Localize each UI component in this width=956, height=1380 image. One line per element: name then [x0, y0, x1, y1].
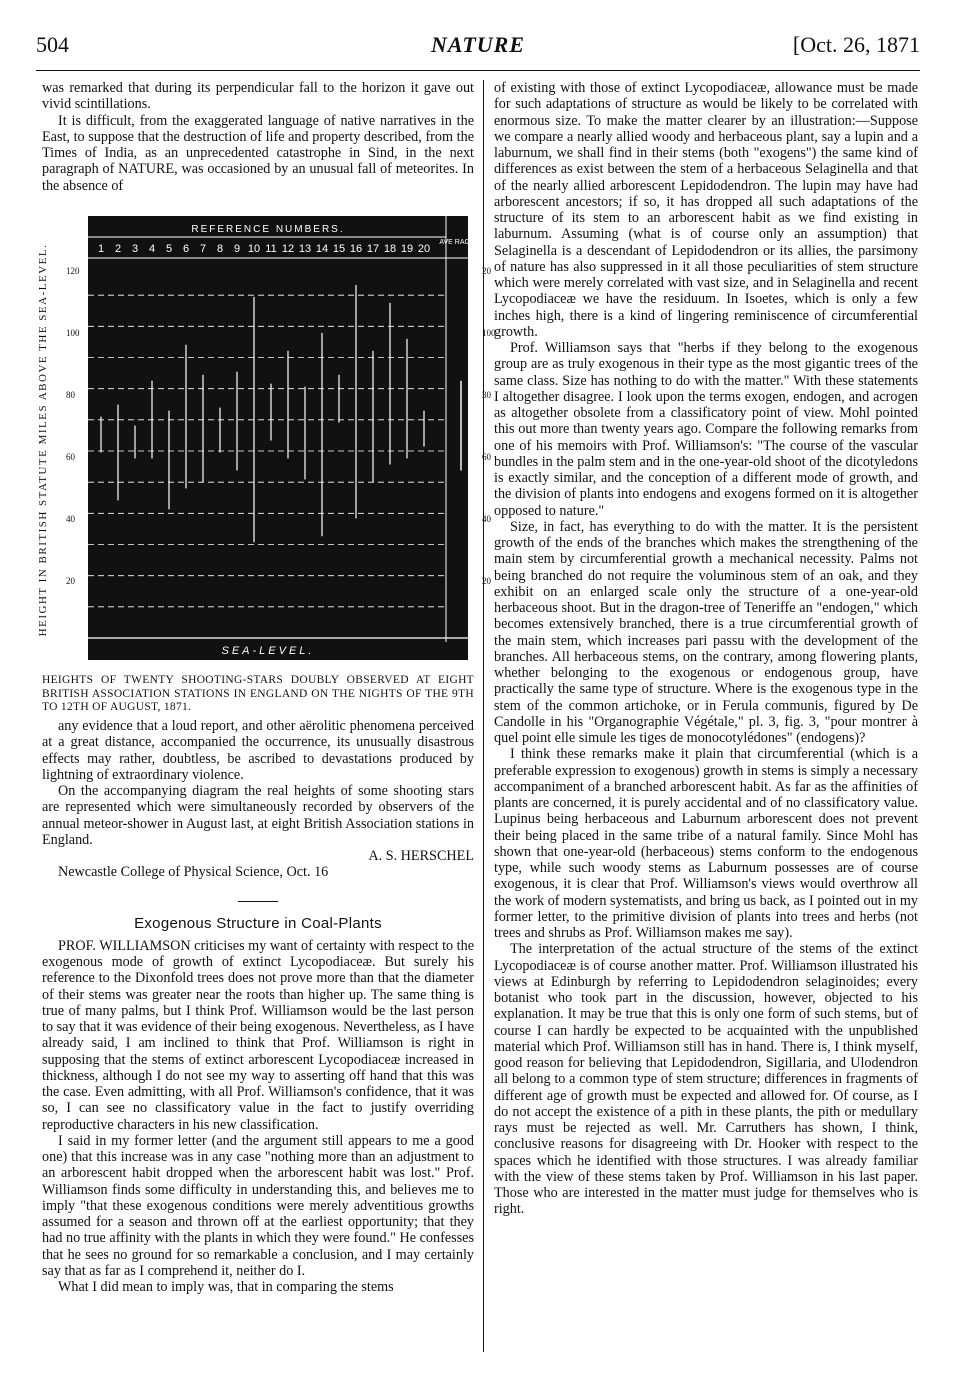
left-column-lower: [42, 718, 474, 1295]
reference-number: 18: [383, 243, 397, 255]
reference-number: 11: [265, 243, 277, 255]
right-tick-label: 40: [482, 514, 491, 524]
page-number: 504: [36, 32, 69, 57]
paragraph: On the accompanying diagram the real heights of some shooting stars are represented which were simultaneously recorded by observers of the annual meteor-shower in August last, at eight British Association stations in England.: [42, 783, 474, 848]
reference-number: 17: [366, 243, 380, 255]
header-rule: [36, 70, 920, 71]
reference-number: 6: [182, 243, 190, 255]
article-title: Exogenous Structure in Coal-Plants: [134, 914, 382, 932]
author-name: A. S. HERSCHEL: [368, 848, 474, 864]
author-place: Newcastle College of Physical Science, Oct. 16: [58, 864, 329, 881]
figure-caption: HEIGHTS OF TWENTY SHOOTING-STARS DOUBLY OBSERVED AT EIGHT BRITISH ASSOCIATION STATIONS IN ENGLAND ON THE NIGHTS OF THE 9TH TO 12TH OF AUGUST, 1871.: [42, 674, 474, 713]
reference-number: 1: [97, 243, 105, 255]
right-tick-label: 20: [482, 266, 491, 276]
reference-number: 13: [298, 243, 312, 255]
right-tick-label: 100: [482, 328, 496, 338]
reference-number: 5: [165, 243, 173, 255]
reference-header: REFERENCE NUMBERS.: [191, 224, 345, 235]
shooting-stars-diagram: [36, 208, 496, 668]
left-tick-label: 120: [66, 266, 80, 276]
left-tick-label: 100: [66, 328, 80, 338]
paragraph: of existing with those of extinct Lycopodiaceæ, allowance must be made for such adaptations of structure as would be likely to be correlated with enormous size. To make the matter clearer by an illustration:—Suppose we compare a nearly allied woody and herbaceous plant, say a lupin and a laburnum, we shall find in their stems (both "exogens") the same kind of differences as exist between the stem of a herbaceous Selaginella and that of the nearly allied arborescent Lepidodendron. The lupin may have had arborescent ancestors; if so, it has dropped all such adaptations of the structure of its stem to an arborescent habit as we find existing in laburnum. Assuming (what is of course only an assumption) that Selaginella is a descendant of Lepidodendron or its allies, the parsimony of nature has also suppressed in it all those peculiarities of stem structure which were merely correlated with vast size, and in Selaginella and recent Lycopodiaceæ we have the residuum. In Isoetes, which is only a few inches high, there is a kind of lingering reminiscence of circumferential growth.: [494, 80, 918, 340]
issue-date: [Oct. 26, 1871: [792, 32, 920, 57]
reference-number: 19: [400, 243, 414, 255]
average-label: AVE RAGE: [439, 239, 475, 246]
paragraph: It is difficult, from the exaggerated language of native narratives in the East, to suppose that the destruction of life and property described, from the Times of India, as an unprecedented catastrophe in Sind, in the next paragraph of NATURE, was occasioned by an unusual fall of meteorites. In the absence of: [42, 112, 474, 194]
paragraph: Size, in fact, has everything to do with the matter. It is the persistent growth of the ends of the branches which makes the strengthening of the main stem by circumferential growth a mechanical necessity. Palms not being branched do not require the voluminous stem of an oak, and they exhibit on an enlarged scale only the structure of a one-year-old herbaceous shoot. But in the dragon-tree of Teneriffe an "endogen," which becomes extensively branched, there is a true circumferential growth of the main stem, which increases pari passu with the development of the branches. All herbaceous stems, on the contrary, among flowering plants, whether belonging to the exogenous or endogenous group, have practically the same type of structure. Where is the exogenous type in the stem of the common artichoke, or in Ferula communis, figured by De Candolle in his "Organographie Végétale," pl. 3, fig. 3, "pour montrer à quel point elle simule les tiges de monocotylédones" (endogens)?: [494, 518, 918, 746]
right-column: [494, 80, 918, 1218]
left-tick-label: 40: [66, 514, 75, 524]
side-axis-label: HEIGHT IN BRITISH STATUTE MILES ABOVE THE SEA-LEVEL.: [37, 243, 49, 637]
paragraph: The interpretation of the actual structure of the stems of the extinct Lycopodiaceæ is of course another matter. Prof. Williamson illustrated his views at Edinburgh by referring to Lepidodendron selaginoides; every botanist who took part in the discussion, however, objected to his explanation. It may be true that this is only one form of such stems, but of course I can hardly be expected to be acquainted with the unpublished material which Prof. Williamson still has in hand. There is, I think myself, good reason for believing that Lepidodendron, Sigillaria, and Ulodendron all belong to a common type of stem structure; differences in fragments of different age of growth must be expected and allowed for. Of course, as I do not accept the existence of a pith in these plants, the pith or medullary rays must be rejected as well. Mr. Carruthers has shown, I think, conclusive reasons for disagreeing with Dr. Hooker with respect to the spaces which he identified with those structures. I was already familiar with the view of these stems taken by Prof. Williamson in his last paper. Those who are interested in the matter must judge for themselves who is right.: [494, 941, 918, 1218]
paragraph: I think these remarks make it plain that circumferential (which is a preferable expression to exogenous) growth in stems is simply a necessary accompaniment of a branched arborescent habit. As far as the affinities of plants are concerned, it is purely accidental and of no classificatory value. Lupinus being herbaceous and Laburnum arborescent does not prevent their being placed in the same tribe of a natural family. Since Mohl has shown that one-year-old (herbaceous) stems conform to the endogenous type, while such woody stems as Laburnum possesses are of course exogenous, it is clear that Prof. Williamson's views would overthrow all the work of modern systematists, and bring us back, as I pointed out in my former letter, to the primitive division of plants into trees and herbs (not trees and shrubs as Prof. Williamson makes me say).: [494, 746, 918, 941]
reference-number: 15: [332, 243, 346, 255]
paragraph: any evidence that a loud report, and other aërolitic phenomena perceived at a great distance, accompanied the occurrence, its unusually disastrous effects may rather, doubtless, be ascribed to devastations produced by lightning of extraordinary violence.: [42, 718, 474, 783]
paragraph: PROF. WILLIAMSON criticises my want of certainty with respect to the exogenous mode of growth of extinct Lycopodiaceæ. But surely his reference to the Dixonfold trees does not prove more than that the diameter of their stems was greater near the roots than higher up. The same thing is true of many palms, but I think Prof. Williamson would be the last person to say that it was evidence of their being exogenous. Nevertheless, as I have already said, I am inclined to think that Prof. Williamson is right in supposing that the stems of extinct arborescent Lycopodiaceæ increased in thickness, although I do not see my way to asserting off hand that this was the case. Even admitting, with all Prof. Williamson's confidence, that it was so, I can see no classificatory value in the fact to justify overriding reproductive characters in his new classification.: [42, 937, 474, 1133]
paragraph: Prof. Williamson says that "herbs if they belong to the exogenous group are as truly exogenous in their type as the most gigantic trees of the same class. Size has nothing to do with the matter." With these statements I altogether disagree. I look upon the terms exogen, endogen, and acrogen as altogether obsolete from a classificatory point of view. Mohl pointed this out more than twenty years ago. Compare the following remarks from one of his memoirs with Prof. Williamson's: "The course of the vascular bundles in the palm stem and in the one-year-old shoot of the dicotyledons is exactly similar, and the conception of a different mode of growth, and the division of plants into endogens and exogens formed on it is altogether opposed to nature.": [494, 340, 918, 519]
section-divider: [238, 901, 278, 902]
reference-number: 12: [281, 243, 295, 255]
reference-number: 16: [349, 243, 363, 255]
reference-number: 4: [148, 243, 156, 255]
diagram-background: [88, 216, 468, 660]
paragraph: was remarked that during its perpendicular fall to the horizon it gave out vivid scintillations.: [42, 80, 474, 113]
journal-title: NATURE: [430, 32, 526, 57]
right-tick-label: 60: [482, 452, 491, 462]
left-column-top: [42, 80, 474, 194]
left-tick-label: 60: [66, 452, 75, 462]
paragraph: I said in my former letter (and the argument still appears to me a good one) that this increase was in any case "nothing more than an adjustment to an arborescent habit dropped when the arborescent habit was lost." Prof. Williamson finds some difficulty in understanding this, and believes me to imply "that these exogenous conditions were merely adventitious growths assumed for a season and thrown off at the earliest opportunity; that they had no true affinity with the plants in which they were found." He confesses that he sees no ground for so remarkable a conclusion, and I may certainly say that as far as I comprehend it, neither do I.: [42, 1132, 474, 1279]
reference-number: 20: [417, 243, 431, 255]
signature: [42, 848, 474, 864]
page-header: [36, 32, 920, 62]
reference-number: 2: [114, 243, 122, 255]
reference-number: 10: [247, 243, 261, 255]
reference-number: 7: [199, 243, 207, 255]
left-tick-label: 20: [66, 576, 75, 586]
reference-number: 3: [131, 243, 139, 255]
diagram-svg: [36, 208, 496, 668]
reference-number: 14: [315, 243, 329, 255]
sea-level-label: SEA-LEVEL.: [221, 645, 315, 657]
left-tick-label: 80: [66, 390, 75, 400]
paragraph: What I did mean to imply was, that in comparing the stems: [58, 1279, 394, 1295]
reference-number: 8: [216, 243, 224, 255]
reference-number: 9: [233, 243, 241, 255]
right-tick-label: 20: [482, 576, 491, 586]
right-tick-label: 30: [482, 390, 491, 400]
